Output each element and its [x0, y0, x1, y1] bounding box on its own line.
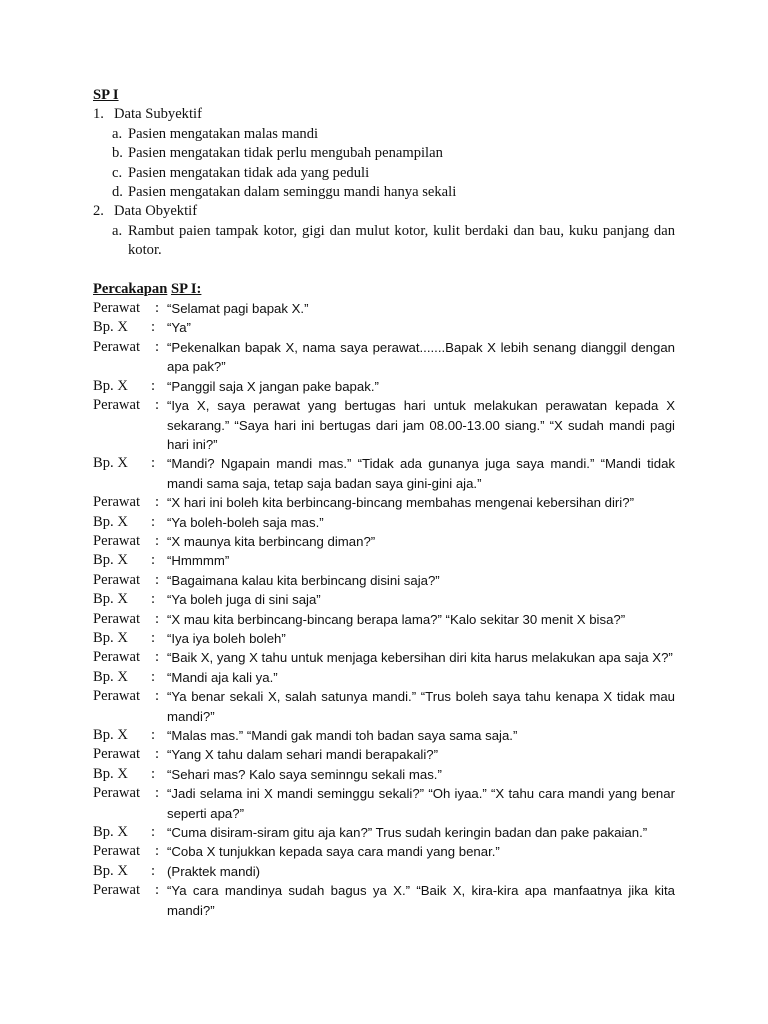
section-items: [93, 222, 675, 261]
dialog-line: [93, 823, 675, 842]
speaker-separator: :: [155, 338, 160, 355]
speaker-separator: :: [155, 649, 160, 666]
utterance-text: “Ya boleh-boleh saja mas.”: [167, 514, 324, 530]
conversation-heading-word: Percakapan: [93, 280, 168, 297]
list-item: [93, 125, 675, 144]
speaker-name: [93, 377, 167, 396]
utterance-text: “Malas mas.” “Mandi gak mandi toh badan saya sama saja.”: [167, 728, 518, 743]
list-item-letter: b.: [112, 145, 123, 162]
dialog-line: [93, 648, 675, 667]
dialog-line: [93, 396, 675, 454]
speaker-name: [93, 687, 167, 726]
speaker-name: [93, 610, 167, 629]
section-number: 1.: [93, 106, 104, 123]
utterance-text: “Selamat pagi bapak X.”: [167, 301, 309, 317]
utterance-text: “Cuma disiram-siram gitu aja kan?” Trus sudah keringin badan dan pake pakaian.”: [167, 825, 648, 841]
list-item-text: Pasien mengatakan dalam seminggu mandi hanya sekali: [128, 184, 457, 201]
utterance-text: “X maunya kita berbincang diman?”: [167, 533, 376, 549]
dialog-line: [93, 454, 675, 493]
list-item-text: Pasien mengatakan tidak perlu mengubah penampilan: [128, 145, 443, 162]
speaker-name: [93, 532, 167, 551]
speaker-label: Perawat: [93, 882, 141, 899]
dialog-line: [93, 590, 675, 609]
utterance-text: “Ya”: [167, 320, 191, 336]
speaker-separator: :: [151, 668, 156, 685]
speaker-separator: :: [151, 629, 156, 646]
speaker-separator: :: [155, 843, 160, 860]
speaker-name: [93, 338, 167, 377]
utterance-text: “X mau kita berbincang-bincang berapa lama?” “Kalo sekitar 30 menit X bisa?”: [167, 611, 626, 627]
section-heading: [93, 105, 675, 124]
list-item: [93, 164, 675, 183]
dialog-line: [93, 338, 675, 377]
speaker-separator: :: [155, 610, 160, 627]
speaker-label: Perawat: [93, 688, 141, 705]
speaker-name: [93, 299, 167, 318]
list-item: [93, 222, 675, 261]
list-item-letter: c.: [112, 164, 123, 181]
list-item-text: Pasien mengatakan tidak ada yang peduli: [128, 164, 370, 181]
speaker-name: [93, 842, 167, 861]
speaker-name: [93, 590, 167, 609]
speaker-separator: :: [151, 319, 156, 336]
speaker-name: [93, 765, 167, 784]
list-item-letter: a.: [112, 125, 123, 142]
speaker-label: Perawat: [93, 494, 141, 511]
speaker-label: Perawat: [93, 649, 141, 666]
speaker-label: Bp. X: [93, 765, 128, 782]
utterance-text: “Baik X, yang X tahu untuk menjaga kebersihan diri kita harus melakukan apa saja X?”: [167, 650, 673, 666]
speaker-name: [93, 513, 167, 532]
speaker-label: Bp. X: [93, 668, 128, 685]
speaker-separator: :: [151, 513, 156, 530]
speaker-label: Perawat: [93, 532, 141, 549]
document-page: [93, 86, 675, 920]
utterance-text: “Coba X tunjukkan kepada saya cara mandi yang benar.”: [167, 844, 500, 860]
speaker-label: Bp. X: [93, 455, 128, 472]
speaker-label: Bp. X: [93, 629, 128, 646]
section-label: Data Subyektif: [114, 106, 202, 123]
speaker-separator: :: [151, 552, 156, 569]
speaker-name: [93, 668, 167, 687]
speaker-label: Bp. X: [93, 862, 128, 879]
dialog-line: [93, 687, 675, 726]
dialog-line: [93, 551, 675, 570]
speaker-label: Bp. X: [93, 824, 128, 841]
speaker-name: [93, 862, 167, 881]
speaker-label: Perawat: [93, 610, 141, 627]
speaker-label: Perawat: [93, 571, 141, 588]
speaker-label: Perawat: [93, 338, 141, 355]
speaker-label: Perawat: [93, 843, 141, 860]
speaker-separator: :: [151, 455, 156, 472]
speaker-name: [93, 784, 167, 823]
speaker-label: Bp. X: [93, 552, 128, 569]
speaker-name: [93, 318, 167, 337]
speaker-name: [93, 745, 167, 764]
dialog-line: [93, 629, 675, 648]
dialog-line: [93, 745, 675, 764]
speaker-name: [93, 629, 167, 648]
speaker-separator: :: [151, 862, 156, 879]
dialog-line: [93, 513, 675, 532]
utterance-text: (Praktek mandi): [167, 863, 261, 879]
utterance-text: “Pekenalkan bapak X, nama saya perawat.......Bapak X lebih senang dianggil dengan apa pak?”: [167, 339, 675, 375]
dialog-line: [93, 299, 675, 318]
speaker-label: Bp. X: [93, 513, 128, 530]
utterance-text: “X hari ini boleh kita berbincang-bincang membahas mengenai kebersihan diri?”: [167, 495, 634, 511]
dialog-line: [93, 532, 675, 551]
dialog-line: [93, 765, 675, 784]
speaker-label: Bp. X: [93, 319, 128, 336]
dialog-line: [93, 842, 675, 861]
section-number: 2.: [93, 203, 104, 220]
speaker-name: [93, 823, 167, 842]
conversation-heading: [93, 280, 675, 299]
speaker-name: [93, 551, 167, 570]
section-heading: [93, 202, 675, 221]
utterance-text: “Yang X tahu dalam sehari mandi berapakali?”: [167, 747, 438, 763]
section-label: Data Obyektif: [114, 203, 198, 220]
speaker-label: Perawat: [93, 397, 141, 414]
list-item: [93, 144, 675, 163]
speaker-name: [93, 493, 167, 512]
utterance-text: “Mandi? Ngapain mandi mas.” “Tidak ada gunanya juga saya mandi.” “Mandi tidak mandi sama saja, tetap saja badan saya gini-gini aja.”: [167, 456, 675, 491]
document-title: SP I: [93, 87, 119, 103]
list-item-letter: a.: [112, 222, 123, 239]
speaker-separator: :: [155, 571, 160, 588]
section-items: [93, 125, 675, 203]
dialog-line: [93, 610, 675, 629]
utterance-text: “Bagaimana kalau kita berbincang disini saja?”: [167, 572, 440, 588]
speaker-label: Bp. X: [93, 377, 128, 394]
speaker-name: [93, 396, 167, 454]
utterance-text: “Sehari mas? Kalo saya seminngu sekali mas.”: [167, 766, 442, 782]
speaker-separator: :: [155, 494, 160, 511]
speaker-separator: :: [151, 591, 156, 608]
conversation-dialog: [93, 299, 675, 920]
speaker-label: Perawat: [93, 746, 141, 763]
dialog-line: [93, 493, 675, 512]
utterance-text: “Iya iya boleh boleh”: [167, 630, 286, 646]
dialog-line: [93, 784, 675, 823]
speaker-separator: :: [155, 300, 160, 317]
list-item: [93, 183, 675, 202]
speaker-label: Perawat: [93, 300, 141, 317]
section-spacer: [93, 261, 675, 280]
conversation-heading-sp: SP I:: [170, 280, 202, 297]
dialog-line: [93, 318, 675, 337]
utterance-text: “Jadi selama ini X mandi seminggu sekali?” “Oh iyaa.” “X tahu cara mandi yang benar seperti apa?”: [167, 786, 675, 821]
speaker-separator: :: [155, 785, 160, 802]
speaker-separator: :: [155, 532, 160, 549]
list-item-text: Rambut paien tampak kotor, gigi dan mulut kotor, kulit berdaki dan bau, kuku panjang dan kotor.: [128, 222, 675, 259]
speaker-name: [93, 881, 167, 920]
data-sections: [93, 105, 675, 260]
speaker-separator: :: [151, 727, 156, 743]
dialog-line: [93, 571, 675, 590]
speaker-name: [93, 571, 167, 590]
speaker-label: Bp. X: [93, 727, 128, 743]
speaker-separator: :: [151, 377, 156, 394]
speaker-separator: :: [155, 688, 160, 705]
utterance-text: “Panggil saja X jangan pake bapak.”: [167, 378, 379, 394]
speaker-label: Perawat: [93, 785, 141, 802]
list-item-letter: d.: [112, 184, 123, 201]
dialog-line: [93, 862, 675, 881]
utterance-text: “Iya X, saya perawat yang bertugas hari untuk melakukan perawatan kepada X sekarang.” “Saya hari ini bertugas dari jam 08.00-13.00 siang.” “X sudah mandi pagi hari ini?”: [167, 398, 675, 452]
dialog-line: [93, 726, 675, 745]
speaker-name: [93, 648, 167, 667]
utterance-text: “Hmmmm”: [167, 553, 230, 569]
utterance-text: “Ya benar sekali X, salah satunya mandi.” “Trus boleh saya tahu kenapa X tidak mau mandi?”: [167, 689, 675, 724]
speaker-label: Bp. X: [93, 591, 128, 608]
dialog-line: [93, 377, 675, 396]
dialog-line: [93, 881, 675, 920]
speaker-separator: :: [151, 765, 156, 782]
speaker-separator: :: [155, 882, 160, 899]
utterance-text: “Mandi aja kali ya.”: [167, 669, 278, 685]
speaker-separator: :: [151, 824, 156, 841]
utterance-text: “Ya cara mandinya sudah bagus ya X.” “Baik X, kira-kira apa manfaatnya jika kita mandi?”: [167, 883, 675, 918]
list-item-text: Pasien mengatakan malas mandi: [128, 125, 319, 142]
speaker-name: [93, 454, 167, 493]
speaker-separator: :: [155, 397, 160, 414]
dialog-line: [93, 668, 675, 687]
utterance-text: “Ya boleh juga di sini saja”: [167, 592, 321, 608]
speaker-name: [93, 726, 167, 745]
speaker-separator: :: [155, 746, 160, 763]
